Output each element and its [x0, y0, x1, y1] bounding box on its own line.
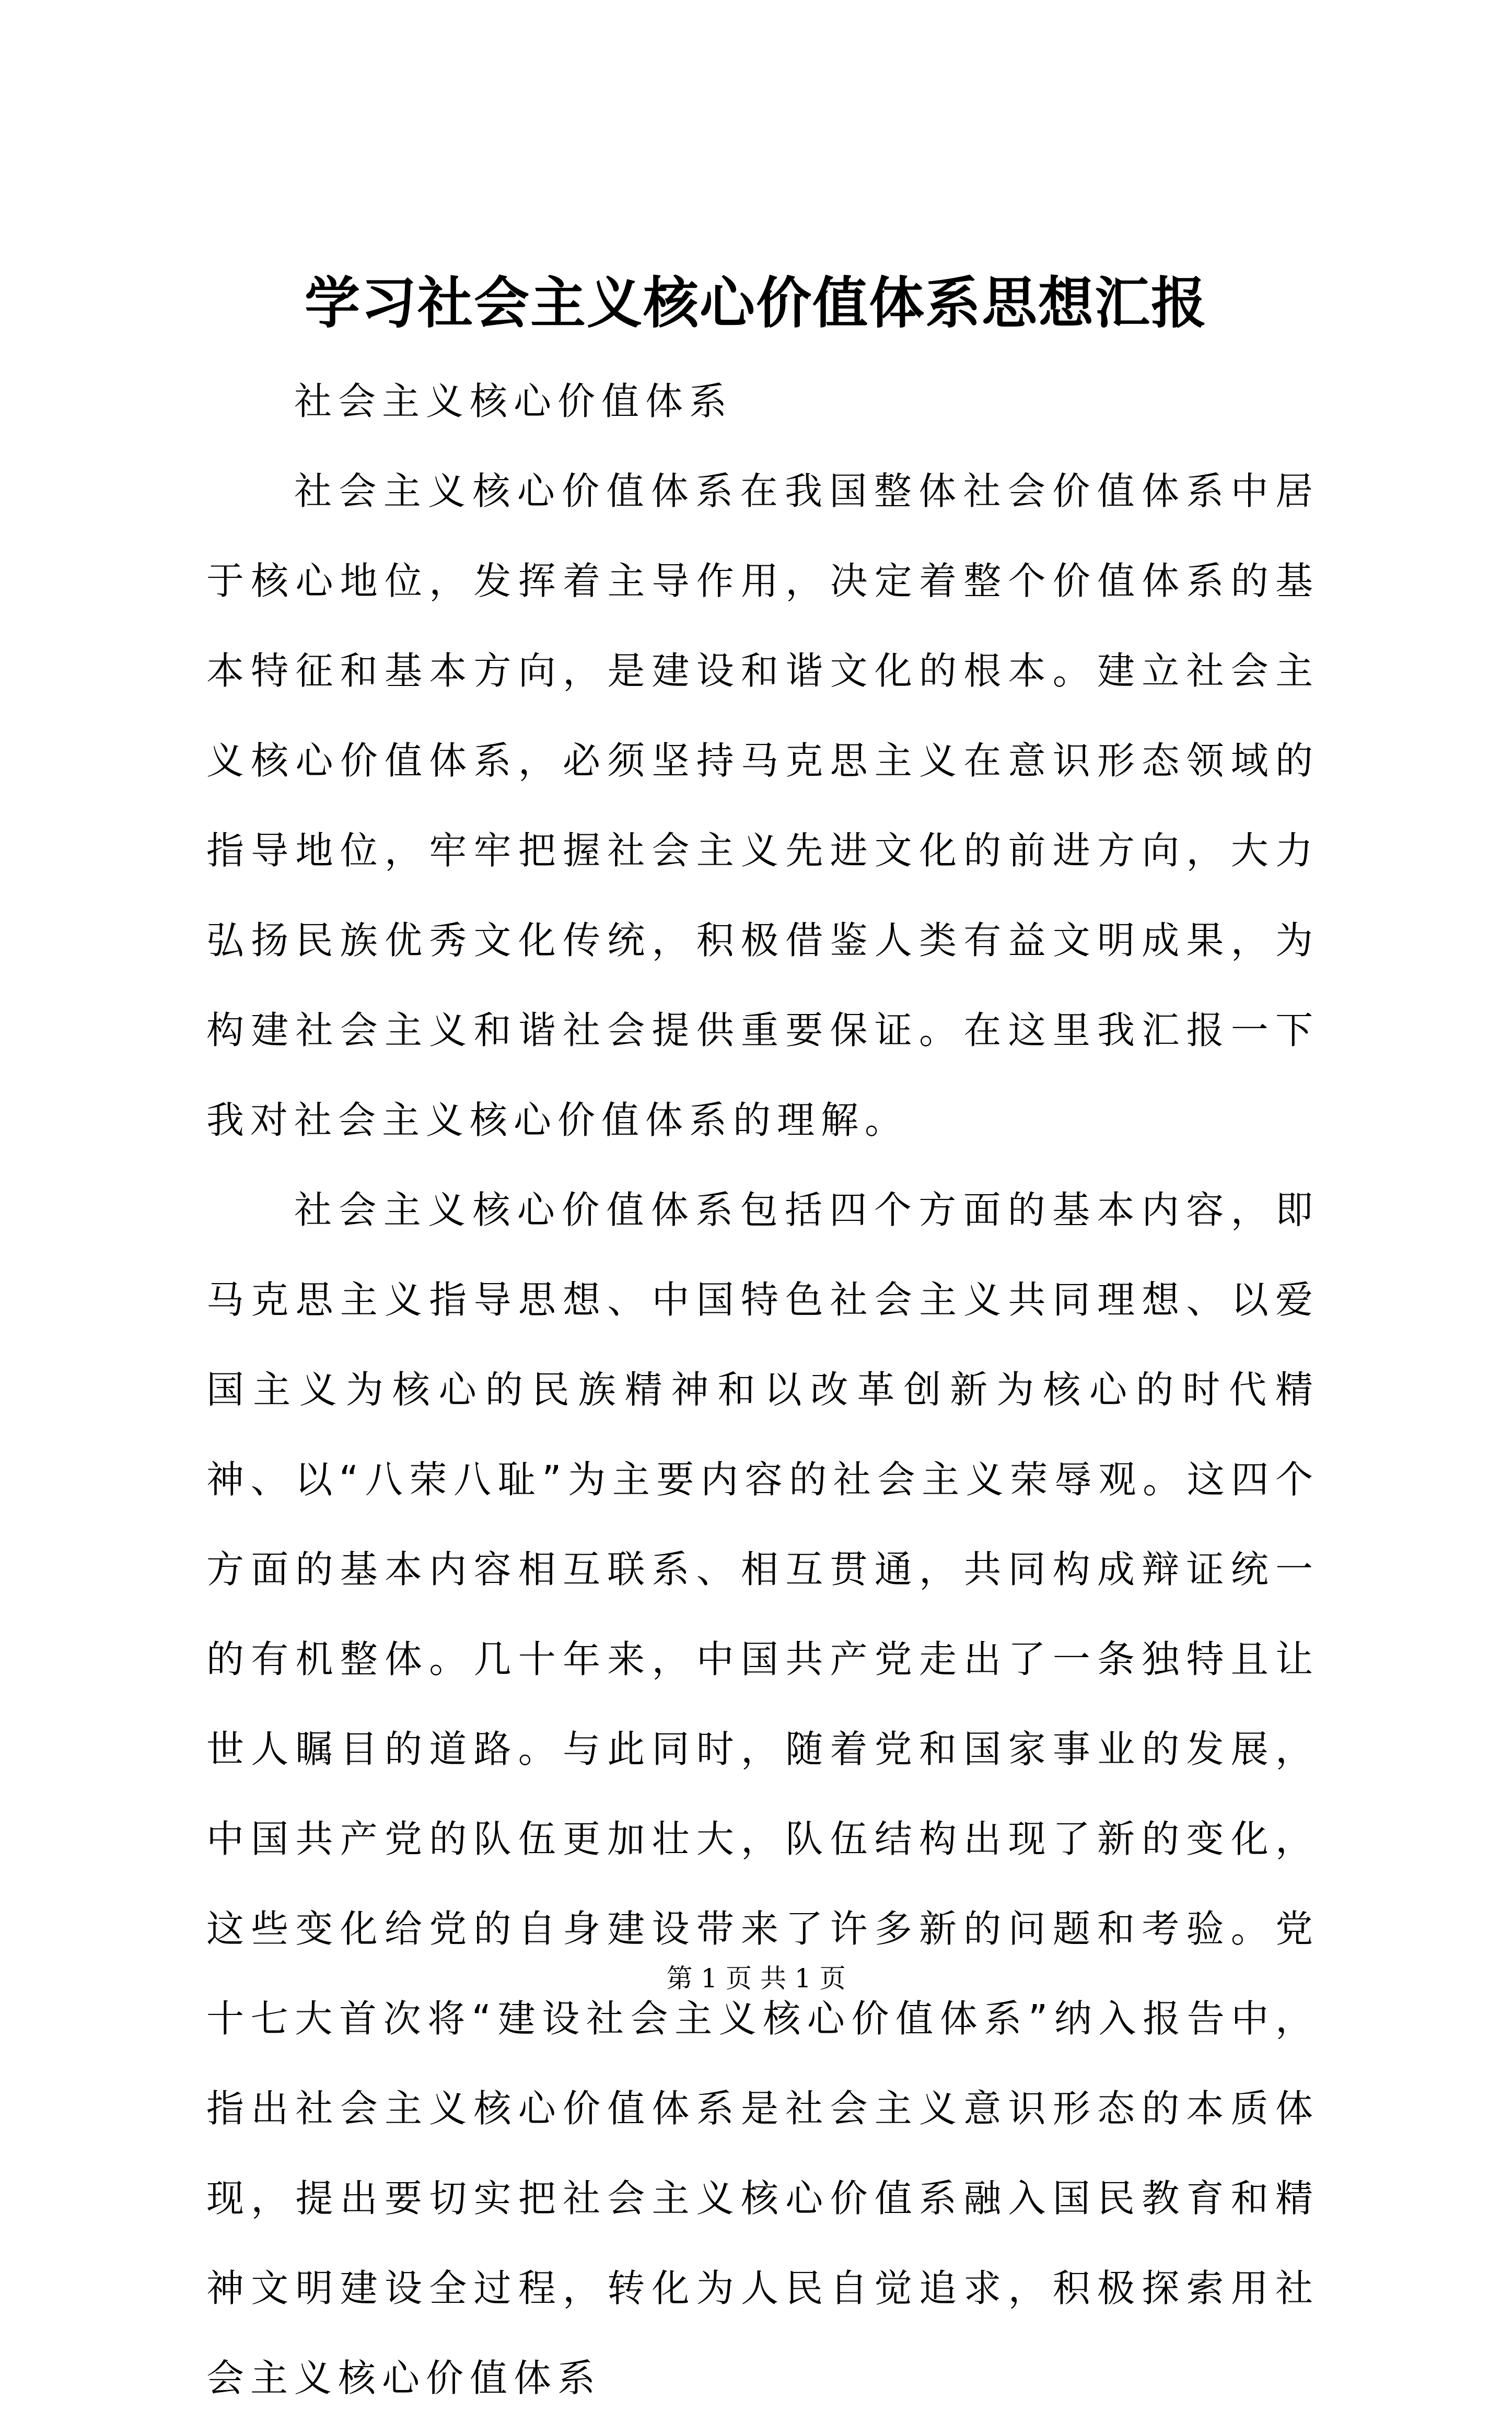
- paragraph-subheading: 社会主义核心价值体系: [294, 379, 734, 423]
- page-number-footer: 第 1 页 共 1 页: [666, 1963, 846, 1994]
- paragraph: 社会主义核心价值体系在我国整体社会价值体系中居于核心地位，发挥着主导作用，决定着整个价值体系的基本特征和基本方向，是建设和谐文化的根本。建立社会主义核心价值体系，必须坚持马克思主义在意识形态领域的指导地位，牢牢把握社会主义先进文化的前进方向，大力弘扬民族优秀文化传统，积极借鉴人类有益文明成果，为构建社会主义和谐社会提供重要保证。在这里我汇报一下我对社会主义核心价值体系的理解。: [206, 469, 1319, 1142]
- paragraph: 社会主义核心价值体系包括四个方面的基本内容，即马克思主义指导思想、中国特色社会主义共同理想、以爱国主义为核心的民族精神和以改革创新为核心的时代精神、以“八荣八耻”为主要内容的社会主义荣辱观。这四个方面的基本内容相互联系、相互贯通，共同构成辩证统一的有机整体。几十年来，中国共产党走出了一条独特且让世人瞩目的道路。与此同时，随着党和国家事业的发展，中国共产党的队伍更加壮大，队伍结构出现了新的变化，这些变化给党的自身建设带来了许多新的问题和考验。党十七大首次将“建设社会主义核心价值体系”纳入报告中，指出社会主义核心价值体系是社会主义意识形态的本质体现，提出要切实把社会主义核心价值系融入国民教育和精神文明建设全过程，转化为人民自觉追求，积极探索用社会主义核心价值体系: [206, 1188, 1319, 2400]
- document-body: [206, 356, 1319, 2423]
- document-title: 学习社会主义核心价值体系思想汇报: [305, 270, 1207, 335]
